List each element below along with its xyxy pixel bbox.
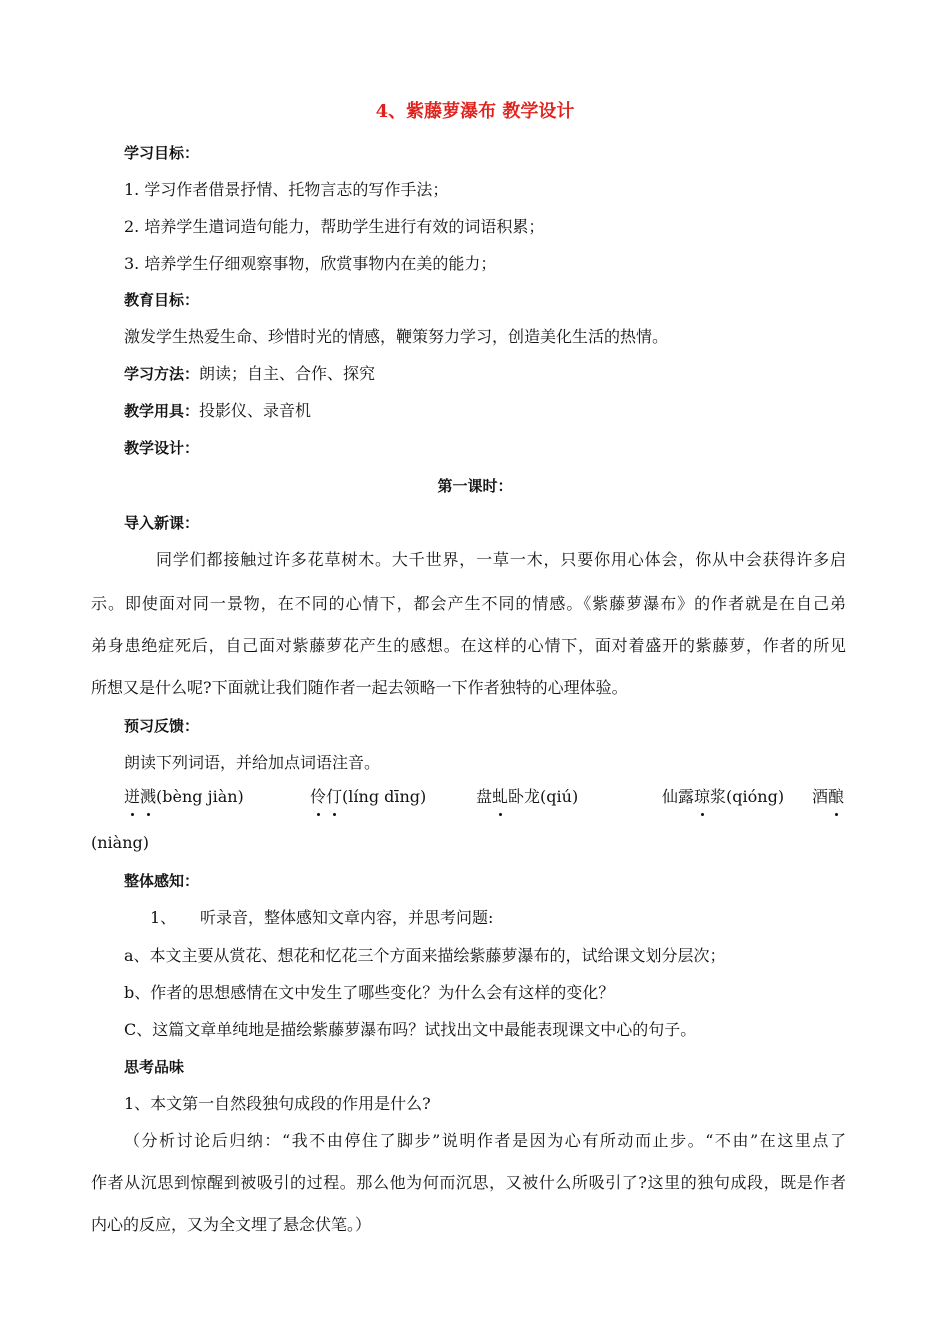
overall-item-number: 1、 — [150, 908, 177, 927]
intro-paragraph-line: 弟身患绝症死后，自己面对紫藤萝花产生的感想。在这样的心情下，面对着盛开的紫藤萝，作者的所见 — [91, 636, 846, 655]
vocab-word — [476, 787, 578, 807]
tools-value: 投影仪、录音机 — [199, 401, 312, 420]
learning-goals-heading: 学习目标： — [124, 144, 200, 162]
intro-paragraph-line: 示。即使面对同一景物，在不同的心情下，都会产生不同的情感。《紫藤萝瀑布》的作者就是在自己弟 — [91, 594, 846, 613]
vocab-word — [812, 787, 844, 807]
reflect-answer-line: 内心的反应，又为全文埋了悬念伏笔。） — [91, 1215, 372, 1234]
dotted-char: 琼 — [694, 787, 711, 806]
tools-label: 教学用具： — [124, 402, 200, 420]
overall-question: b、作者的思想感情在文中发生了哪些变化？为什么会有这样的变化？ — [124, 983, 615, 1002]
vocab-word — [662, 787, 784, 807]
vocab-pinyin: (qiú) — [540, 787, 579, 806]
document-title: 4、紫藤萝瀑布 教学设计 — [375, 101, 575, 122]
method-line — [124, 364, 375, 384]
reflect-question: 1、本文第一自然段独句成段的作用是什么? — [124, 1094, 431, 1113]
vocab-word — [124, 787, 244, 807]
dotted-char: 迸 — [124, 787, 141, 806]
overall-item-text: 听录音，整体感知文章内容，并思考问题: — [200, 908, 494, 927]
learning-goal-item: 2. 培养学生遣词造句能力，帮助学生进行有效的词语积累； — [124, 217, 545, 236]
reflect-answer-line: （分析讨论后归纳：“我不由停住了脚步”说明作者是因为心有所动而止步。“不由”在这里点了 — [124, 1131, 846, 1150]
vocab-word — [310, 787, 426, 807]
tools-line — [124, 401, 311, 421]
vocab-prefix: 仙露 — [662, 787, 695, 806]
preview-instruction: 朗读下列词语，并给加点词语注音。 — [124, 753, 381, 772]
overall-heading: 整体感知： — [124, 872, 200, 890]
dotted-char: 虬 — [492, 787, 509, 806]
overall-question: C、这篇文章单纯地是描绘紫藤萝瀑布吗？试找出文中最能表现课文中心的句子。 — [124, 1020, 697, 1039]
preview-heading: 预习反馈： — [124, 717, 200, 735]
intro-paragraph-line: 同学们都接触过许多花草树木。大千世界，一草一木，只要你用心体会，你从中会获得许多启 — [156, 550, 846, 569]
vocab-prefix: 酒 — [812, 787, 829, 806]
lesson-heading: 第一课时： — [437, 477, 513, 495]
intro-heading: 导入新课： — [124, 514, 200, 532]
reflect-answer-line: 作者从沉思到惊醒到被吸引的过程。那么他为何而沉思，又被什么所吸引了?这里的独句成段，既是作者 — [91, 1173, 846, 1192]
dotted-char: 伶 — [310, 787, 327, 806]
method-value: 朗读；自主、合作、探究 — [199, 364, 376, 383]
learning-goal-item: 3. 培养学生仔细观察事物，欣赏事物内在美的能力； — [124, 254, 497, 273]
vocab-prefix: 盘 — [476, 787, 493, 806]
vocab-pinyin: (bèng jiàn) — [156, 787, 244, 806]
method-label: 学习方法： — [124, 365, 200, 383]
vocab-pinyin: (líng dīng) — [342, 787, 427, 806]
vocab-suffix: 浆 — [710, 787, 727, 806]
education-goals-text: 激发学生热爱生命、珍惜时光的情感，鞭策努力学习，创造美化生活的热情。 — [124, 327, 669, 346]
dotted-char: 溅 — [140, 787, 157, 806]
intro-paragraph-line: 所想又是什么呢?下面就让我们随作者一起去领略一下作者独特的心理体验。 — [91, 678, 628, 697]
education-goals-heading: 教育目标： — [124, 291, 200, 309]
learning-goal-item: 1. 学习作者借景抒情、托物言志的写作手法； — [124, 180, 449, 199]
overall-question: a、本文主要从赏花、想花和忆花三个方面来描绘紫藤萝瀑布的，试给课文划分层次； — [124, 946, 726, 965]
vocab-pinyin-wrap: (niàng) — [91, 833, 149, 852]
reflect-heading: 思考品味 — [124, 1058, 185, 1076]
dotted-char: 酿 — [828, 787, 845, 806]
vocab-suffix: 卧龙 — [508, 787, 541, 806]
design-heading: 教学设计： — [124, 439, 200, 457]
dotted-char: 仃 — [326, 787, 343, 806]
vocab-pinyin: (qióng) — [726, 787, 785, 806]
